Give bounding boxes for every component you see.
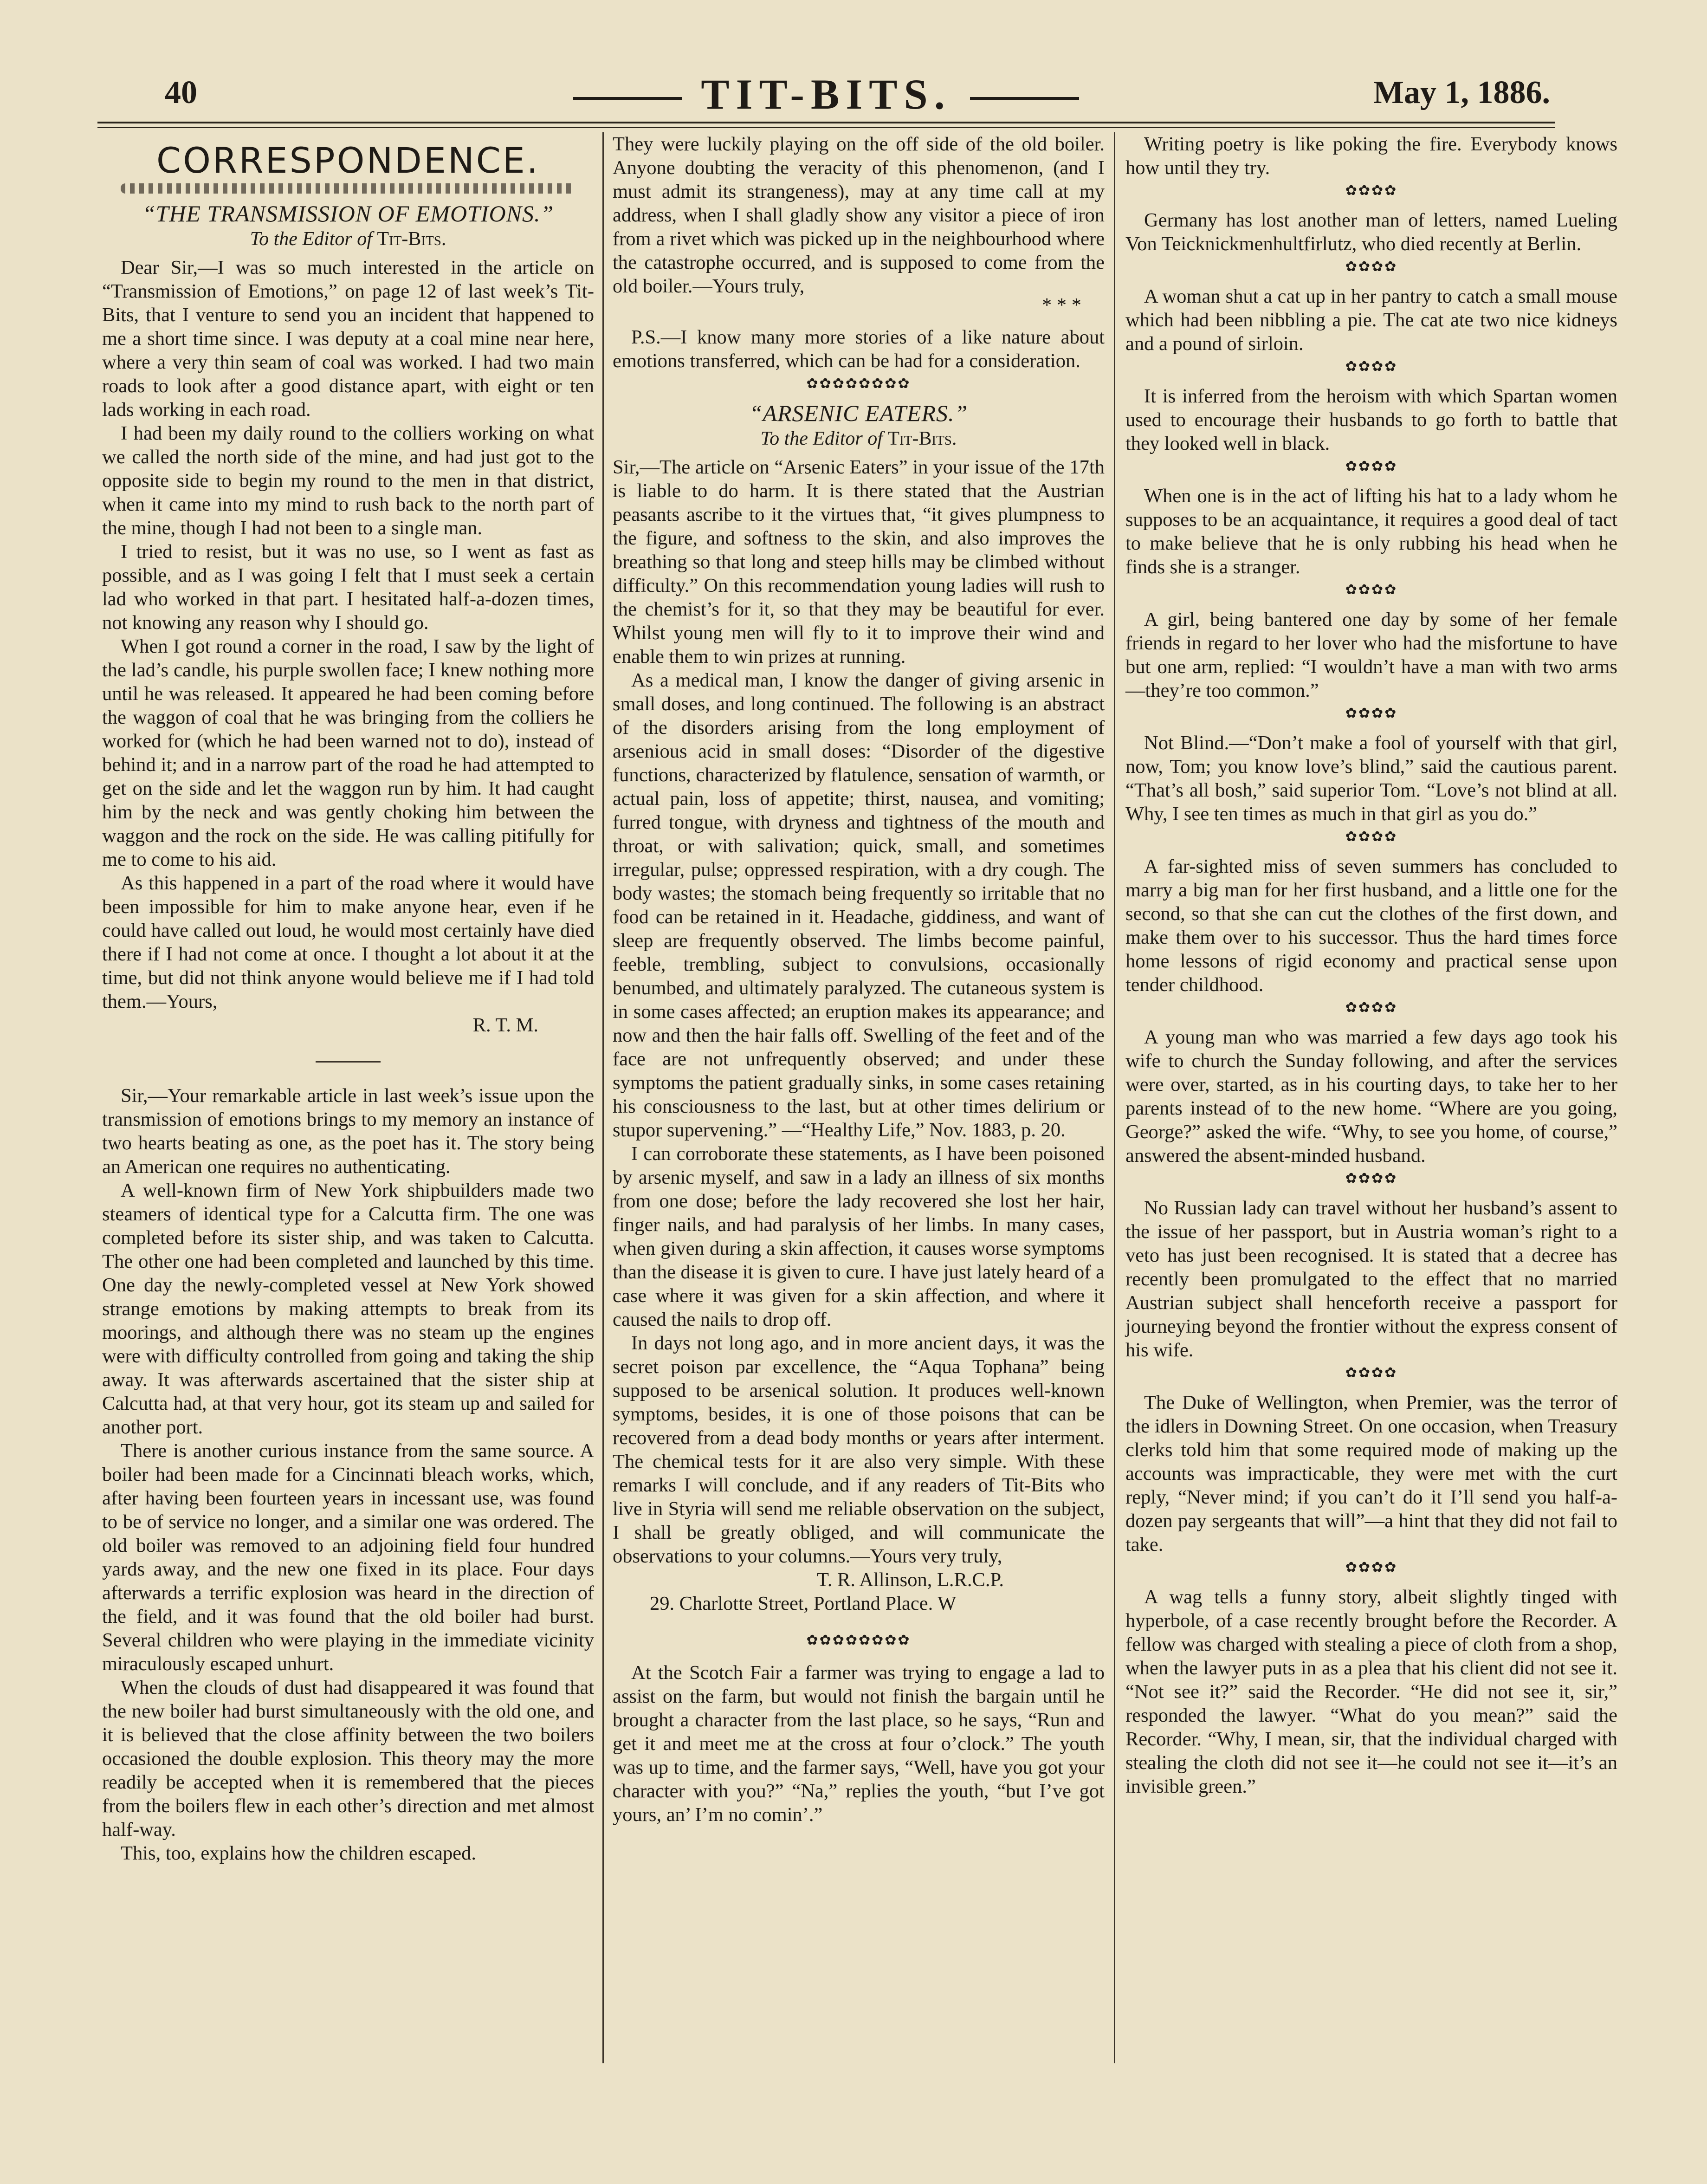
column-divider bbox=[602, 132, 604, 2063]
paragraph: Sir,—The article on “Arsenic Eaters” in your issue of the 17th is liable to do harm. It is there stated that the Austrian peasants ascribe to it the virtues that, “it gives plumpness to the figure, and softness to the skin, and also improves the breathing so that long and steep hills may be climbed without difficulty.” On this recommendation young ladies will rush to the chemist’s for it, so that they may be beautiful for ever. Whilst young men will fly to it to improve their wind and enable them to win prizes at running. bbox=[613, 456, 1105, 668]
ornament-divider: ✿✿✿✿ bbox=[1345, 183, 1398, 198]
article-byline bbox=[102, 227, 594, 251]
paragraph: A young man who was married a few days ago took his wife to church the Sunday following, and after the services were over, started, as in his courting days, to take her to her parents instead of to the new home. “Where are you going, George?” asked the wife. “Why, to see you home, of course,” answered the absent-minded husband. bbox=[1125, 1026, 1617, 1167]
ornament-divider: ✿✿✿✿ bbox=[1345, 359, 1398, 374]
paragraph: A girl, being bantered one day by some of her female friends in regard to her lover who had the misfortune to have but one arm, replied: “I wouldn’t have a man with two arms—they’re too common.” bbox=[1125, 609, 1617, 701]
divider bbox=[316, 1061, 381, 1063]
paragraph: They were luckily playing on the off side of the old boiler. Anyone doubting the veracity of this phenomenon, (and I must admit its strangeness), may at any time call at my address, when I shall gladly show any visitor a piece of iron from a rivet which was picked up in the neighbourhood where the catastrophe occurred, and is supposed to come from the old boiler.—Yours truly, bbox=[613, 133, 1105, 297]
byline-text: To the Editor of bbox=[250, 228, 372, 250]
paragraph: A wag tells a funny story, albeit slightly tinged with hyperbole, of a case recently brought before the Recorder. A fellow was charged with stealing a piece of cloth from a shop, when the lawyer puts in as a plea that his client did not see it. “Not see it?” said the Recorder. “He did not see it, sir,” responded the lawyer. “What do you mean?” said the Recorder. “Why, I mean, sir, that the individual charged with stealing the cloth did not see it—he could not see it—it’s an invisible green.” bbox=[1125, 1586, 1617, 1797]
paragraph: Sir,—Your remarkable article in last week’s issue upon the transmission of emotions brings to my memory an instance of two hearts beating as one, as the poet has it. The story being an American one requires no authenticating. bbox=[102, 1085, 594, 1178]
masthead-dash-left bbox=[573, 97, 682, 100]
postscript: P.S.—I know many more stories of a like nature about emotions transferred, which can be had for a consideration. bbox=[613, 326, 1105, 372]
byline-paper: Tit-Bits. bbox=[887, 428, 957, 449]
paragraph: Writing poetry is like poking the fire. Everybody knows how until they try. bbox=[1125, 133, 1617, 179]
paragraph: As this happened in a part of the road where it would have been impossible for him to make anyone hear, even if he could have called out loud, he would most certainly have died there if I had not come at once. I thought a lot about it at the time, but did not think anyone would believe me if I had told them.—Yours, bbox=[102, 872, 594, 1012]
page-header bbox=[97, 70, 1555, 121]
paragraph: Dear Sir,—I was so much interested in the article on “Transmission of Emotions,” on page 12 of last week’s Tit-Bits, that I venture to send you an incident that happened to me a short time since. I was deputy at a coal mine near here, where a very thin seam of coal was worked. I had two main roads to look after a good distance apart, with eight or ten lads working in each road. bbox=[102, 257, 594, 421]
byline-paper: Tit-Bits. bbox=[377, 228, 446, 250]
paragraph: This, too, explains how the children escaped. bbox=[121, 1842, 476, 1864]
ornament-divider: ✿✿✿✿ bbox=[1345, 1000, 1398, 1015]
ornament-divider: ✿✿✿✿ bbox=[1345, 706, 1398, 721]
column-2 bbox=[613, 132, 1105, 1827]
paragraph: At the Scotch Fair a farmer was trying to engage a lad to assist on the farm, but would not finish the bargain until he brought a character from the last place, so he says, “Run and get it and meet me at the cross at four o’clock.” The youth was up to time, and the farmer says, “Well, have you got your character with you?” “Na,” replies the youth, “but I’ve got yours, an’ I’m no comin’.” bbox=[613, 1662, 1105, 1826]
paragraph: When the clouds of dust had disappeared it was found that the new boiler had burst simultaneously with the old one, and it is believed that the close affinity between the two boilers occasioned the double explosion. This theory may the more readily be accepted when it is remembered that the pieces from the boilers flew in each other’s direction and met almost half-way. bbox=[102, 1677, 594, 1841]
ornament-divider: ✿✿✿✿ bbox=[1345, 1560, 1398, 1575]
masthead-dash-right bbox=[970, 97, 1079, 100]
paragraph: When one is in the act of lifting his hat to a lady whom he supposes to be an acquaintance, it requires a good deal of tact to make believe that he is only rubbing his head when he finds she is a stranger. bbox=[1125, 485, 1617, 578]
header-rule bbox=[97, 122, 1555, 128]
ornament-divider: ✿✿✿✿ bbox=[1345, 259, 1398, 274]
signature: T. R. Allinson, L.R.C.P. bbox=[817, 1569, 1004, 1591]
masthead bbox=[97, 70, 1555, 119]
ornament-divider: ✿✿✿✿ bbox=[1345, 829, 1398, 844]
paragraph: I can corroborate these statements, as I have been poisoned by arsenic myself, and saw in a lady an illness of six months from one dose; before the lady recovered she lost her hair, finger nails, and had paralysis of her limbs. In many cases, when given during a skin affection, it causes worse symptoms than the disease it is given to cure. I have just lately heard of a case where it was given for a skin affection, and where it caused the nails to drop off. bbox=[613, 1143, 1105, 1330]
paragraph: In days not long ago, and in more ancient days, it was the secret poison par excellence, the “Aqua Tophana” being supposed to be arsenical solution. It produces well-known symptoms, besides, it is one of those poisons that can be recovered from a dead body months or years after interment. The chemical tests for it are also very simple. With these remarks I will conclude, and if any readers of Tit-Bits who live in Styria will send me reliable observation on the subject, I shall be greatly obliged, and will communicate the observations to your columns.—Yours very truly, bbox=[613, 1332, 1105, 1567]
paragraph: There is another curious instance from the same source. A boiler had been made for a Cincinnati bleach works, which, after having been fourteen years in incessant use, was found to be of service no longer, and a similar one was ordered. The old boiler was removed to an adjoining field four hundred yards away, and the new one fixed in its place. Four days afterwards a terrific explosion was heard in the direction of the field, and it was found that the old boiler had burst. Several children who were playing in the immediate vicinity miraculously escaped unhurt. bbox=[102, 1440, 594, 1675]
ornament-divider: ✿✿✿✿✿✿✿✿ bbox=[806, 376, 911, 391]
paragraph: As a medical man, I know the danger of giving arsenic in small doses, and long continued. The following is an abstract of the disorders arising from the long employment of arsenious acid in small doses: “Disorder of the digestive functions, characterized by flatulence, sensation of warmth, or actual pain, loss of appetite; thirst, nausea, and vomiting; furred tongue, with dryness and tightness of the mouth and throat, or with salivation; quick, small, and sometimes irregular, pulse; oppressed respiration, with a dry cough. The body wastes; the stomach being frequently so irritable that no food can be retained in it. Headache, giddiness, and want of sleep are frequently observed. The limbs become painful, feeble, trembling, subject to convulsions, occasionally benumbed, and ultimately paralyzed. The cutaneous system is in some cases affected; an eruption makes its appearance; and now and then the hair falls off. Swelling of the feet and of the face are not unfrequently observed; and under these symptoms the patient gradually sinks, in some cases retaining his consciousness to the last, but at other times delirium or stupor supervening.” —“Healthy Life,” Nov. 1883, p. 20. bbox=[613, 669, 1105, 1141]
page-number: 40 bbox=[165, 75, 197, 110]
paragraph: The Duke of Wellington, when Premier, was the terror of the idlers in Downing Street. On one occasion, when Treasury clerks told him that some required mode of making up the accounts was impracticable, they were met with the curt reply, “Never mind; if you can’t do it I’ll send you half-a-dozen pay sergeants that will”—a hint that they did not fail to take. bbox=[1125, 1392, 1617, 1555]
column-divider bbox=[1114, 132, 1115, 2063]
paragraph: Germany has lost another man of letters, named Lueling Von Teicknickmenhultfirlutz, who died recently at Berlin. bbox=[1125, 209, 1617, 255]
paragraph: I had been my daily round to the colliers working on what we called the north side of the mine, and had just got to the opposite side to begin my round to the men in that district, when it came into my mind to rush back to the north part of the mine, though I had not been to a single man. bbox=[102, 422, 594, 539]
signature: R. T. M. bbox=[472, 1014, 538, 1036]
ornament-divider: ✿✿✿✿ bbox=[1345, 1171, 1398, 1186]
ornament-divider: ✿✿✿✿ bbox=[1345, 582, 1398, 597]
paragraph: A woman shut a cat up in her pantry to catch a small mouse which had been nibbling a pie. The cat ate two nice kidneys and a pound of sirloin. bbox=[1125, 285, 1617, 355]
asterisk-signature: * * * bbox=[1042, 294, 1081, 316]
paragraph: Not Blind.—“Don’t make a fool of yourself with that girl, now, Tom; you know love’s blind,” said the cautious parent. “That’s all bosh,” said superior Tom. “Love’s not blind at all. Why, I see ten times as much in that girl as you do.” bbox=[1125, 732, 1617, 825]
masthead-title: TIT-BITS. bbox=[701, 71, 951, 118]
paragraph: I tried to resist, but it was no use, so I went as fast as possible, and as I was going I felt that I must seek a certain lad who worked in that part. I hesitated half-a-dozen times, not knowing any reason why I should go. bbox=[102, 541, 594, 634]
ornament-divider: ✿✿✿✿✿✿✿✿ bbox=[806, 1633, 911, 1648]
article-title: “THE TRANSMISSION OF EMOTIONS.” bbox=[142, 201, 554, 227]
paragraph: No Russian lady can travel without her husband’s assent to the issue of her passport, but in Austria woman’s right to a veto has just been recognised. It is stated that a decree has recently been promulgated to the effect that no married Austrian subject shall henceforth receive a passport for journeying beyond the frontier without the express consent of his wife. bbox=[1125, 1197, 1617, 1361]
article-title: “ARSENIC EATERS.” bbox=[749, 400, 968, 426]
address: 29. Charlotte Street, Portland Place. W bbox=[650, 1593, 957, 1614]
ornament-divider: ✿✿✿✿ bbox=[1345, 1365, 1398, 1380]
column-3 bbox=[1125, 132, 1617, 1798]
column-1 bbox=[102, 132, 594, 1865]
wavy-rule bbox=[121, 183, 575, 194]
paragraph: When I got round a corner in the road, I saw by the light of the lad’s candle, his purple swollen face; I knew nothing more until he was released. It appeared he had been coming before the waggon of coal that he was bringing from the colliers he worked for (which he had been warned not to do), instead of behind it; and in a narrow part of the road he had attempted to get on the side and let the waggon run by him. It had caught him by the neck and was gently choking him between the waggon and the rock on the side. He was calling pitifully for me to come to his aid. bbox=[102, 635, 594, 870]
article-byline bbox=[613, 427, 1105, 451]
paragraph: It is inferred from the heroism with which Spartan women used to encourage their husbands to go forth to battle that they looked well in black. bbox=[1125, 385, 1617, 454]
issue-date: May 1, 1886. bbox=[1373, 75, 1550, 110]
ornament-divider: ✿✿✿✿ bbox=[1345, 459, 1398, 474]
paragraph: A far-sighted miss of seven summers has concluded to marry a big man for her first husband, and a little one for the second, so that she can cut the clothes of the first down, and make them over to his successor. Thus the hard times force home lessons of rigid economy and practical sense upon tender childhood. bbox=[1125, 855, 1617, 996]
byline-text: To the Editor of bbox=[760, 428, 883, 449]
section-title: CORRESPONDENCE. bbox=[156, 140, 540, 181]
paragraph: A well-known firm of New York shipbuilders made two steamers of identical type for a Calcutta firm. The one was completed before its sister ship, and was taken to Calcutta. The other one had been completed and launched by this time. One day the newly-completed vessel at New York showed strange emotions by making attempts to break from its moorings, and although there was no steam up the engines were with difficulty controlled from going and taking the ship away. It was afterwards ascertained that the sister ship at Calcutta had, at that very hour, got its steam up and sailed for another port. bbox=[102, 1179, 594, 1438]
